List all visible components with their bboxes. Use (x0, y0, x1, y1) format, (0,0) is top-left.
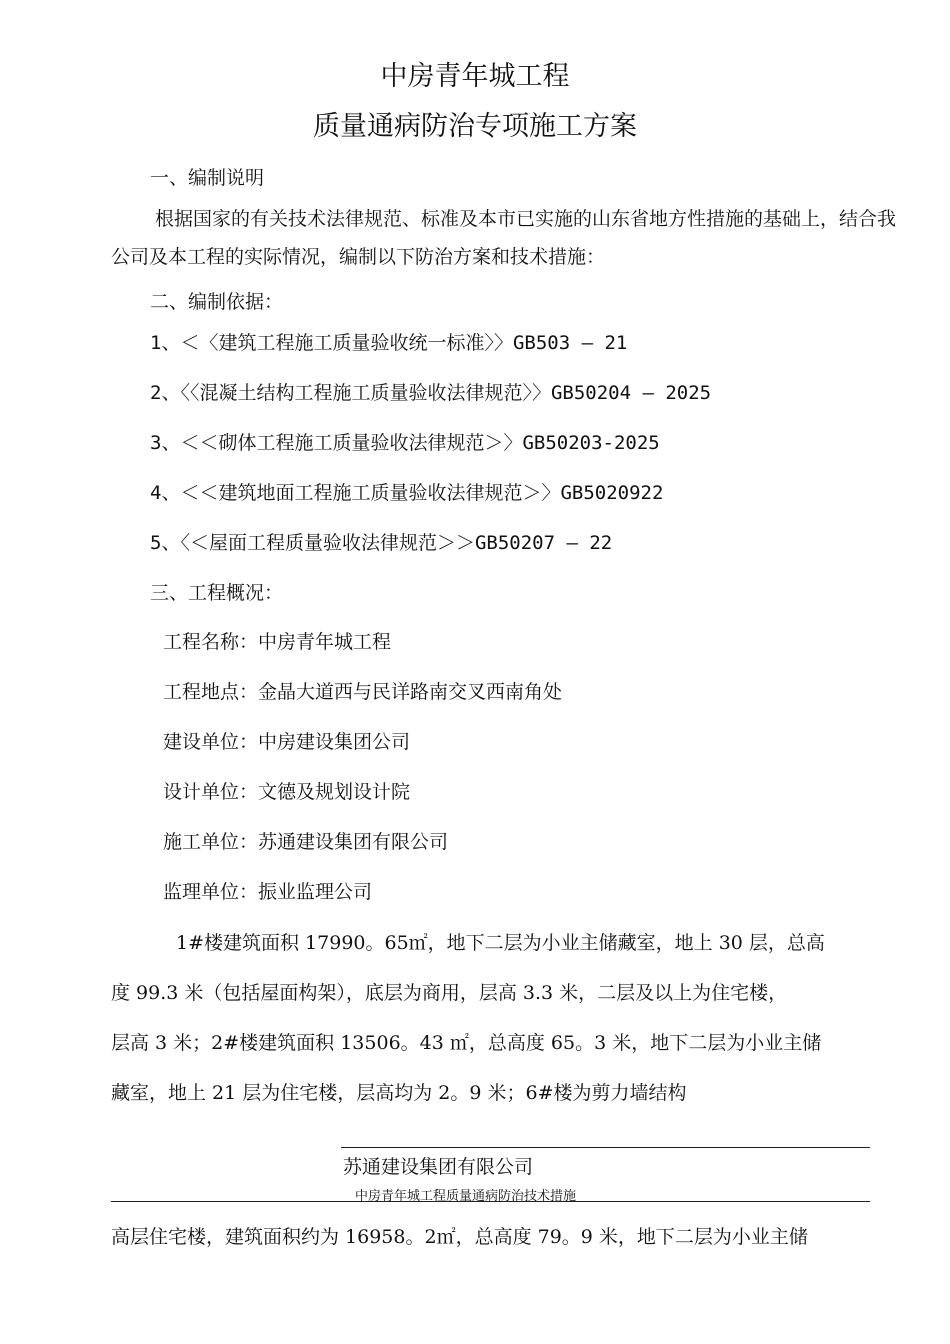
overview-item-owner: 建设单位：中房建设集团公司 (163, 731, 411, 753)
section-heading-3: 三、工程概况： (150, 582, 284, 604)
next-page-line: 高层住宅楼，建筑面积约为 16958。2㎡，总高度 79。9 米，地下二层为小业主储 (111, 1226, 808, 1248)
footer-bottom-rule (111, 1201, 870, 1202)
footer-top-rule (341, 1147, 870, 1148)
basis-item: 3、＜＜砌体工程施工质量验收法律规范＞〉GB50203-2025 (150, 432, 660, 454)
basis-item: 1、＜〈建筑工程施工质量验收统一标准〉〉GB503 — 21 (150, 332, 628, 354)
overview-item-project-name: 工程名称：中房青年城工程 (163, 631, 392, 653)
section-heading-1: 一、编制说明 (150, 167, 265, 189)
basis-item: 2、〈〈混凝土结构工程施工质量验收法律规范〉〉GB50204 — 2025 (150, 382, 712, 404)
overview-item-location: 工程地点：金晶大道西与民详路南交叉西南角处 (163, 681, 563, 703)
basis-item: 4、＜＜建筑地面工程施工质量验收法律规范＞〉GB5020922 (150, 482, 664, 504)
footer-company-name: 苏通建设集团有限公司 (343, 1156, 534, 1178)
section-1-paragraph-line-2: 公司及本工程的实际情况，编制以下防治方案和技术措施： (111, 246, 606, 268)
overview-item-contractor: 施工单位：苏通建设集团有限公司 (163, 831, 449, 853)
section-1-paragraph-line-1: 根据国家的有关技术法律规范、标准及本市已实施的山东省地方性措施的基础上，结合我 (155, 208, 897, 230)
description-line: 藏室，地上 21 层为住宅楼，层高均为 2。9 米；6#楼为剪力墙结构 (111, 1082, 687, 1104)
document-title: 中房青年城工程 (380, 61, 570, 92)
description-line: 度 99.3 米（包括屋面构架），底层为商用，层高 3.3 米，二层及以上为住宅楼， (111, 982, 788, 1004)
document-subtitle: 质量通病防治专项施工方案 (313, 111, 637, 142)
basis-item: 5、〈＜屋面工程质量验收法律规范＞＞GB50207 — 22 (150, 532, 613, 554)
description-line: 层高 3 米；2#楼建筑面积 13506。43 ㎡，总高度 65。3 米，地下二层为小业主储 (111, 1032, 822, 1054)
overview-item-supervisor: 监理单位：振业监理公司 (163, 881, 373, 903)
overview-item-designer: 设计单位：文德及规划设计院 (163, 781, 411, 803)
description-line: 1#楼建筑面积 17990。65㎡，地下二层为小业主储藏室，地上 30 层，总高 (176, 932, 825, 954)
section-heading-2: 二、编制依据： (150, 291, 284, 313)
footer-document-name: 中房青年城工程质量通病防治技术措施 (355, 1189, 577, 1204)
